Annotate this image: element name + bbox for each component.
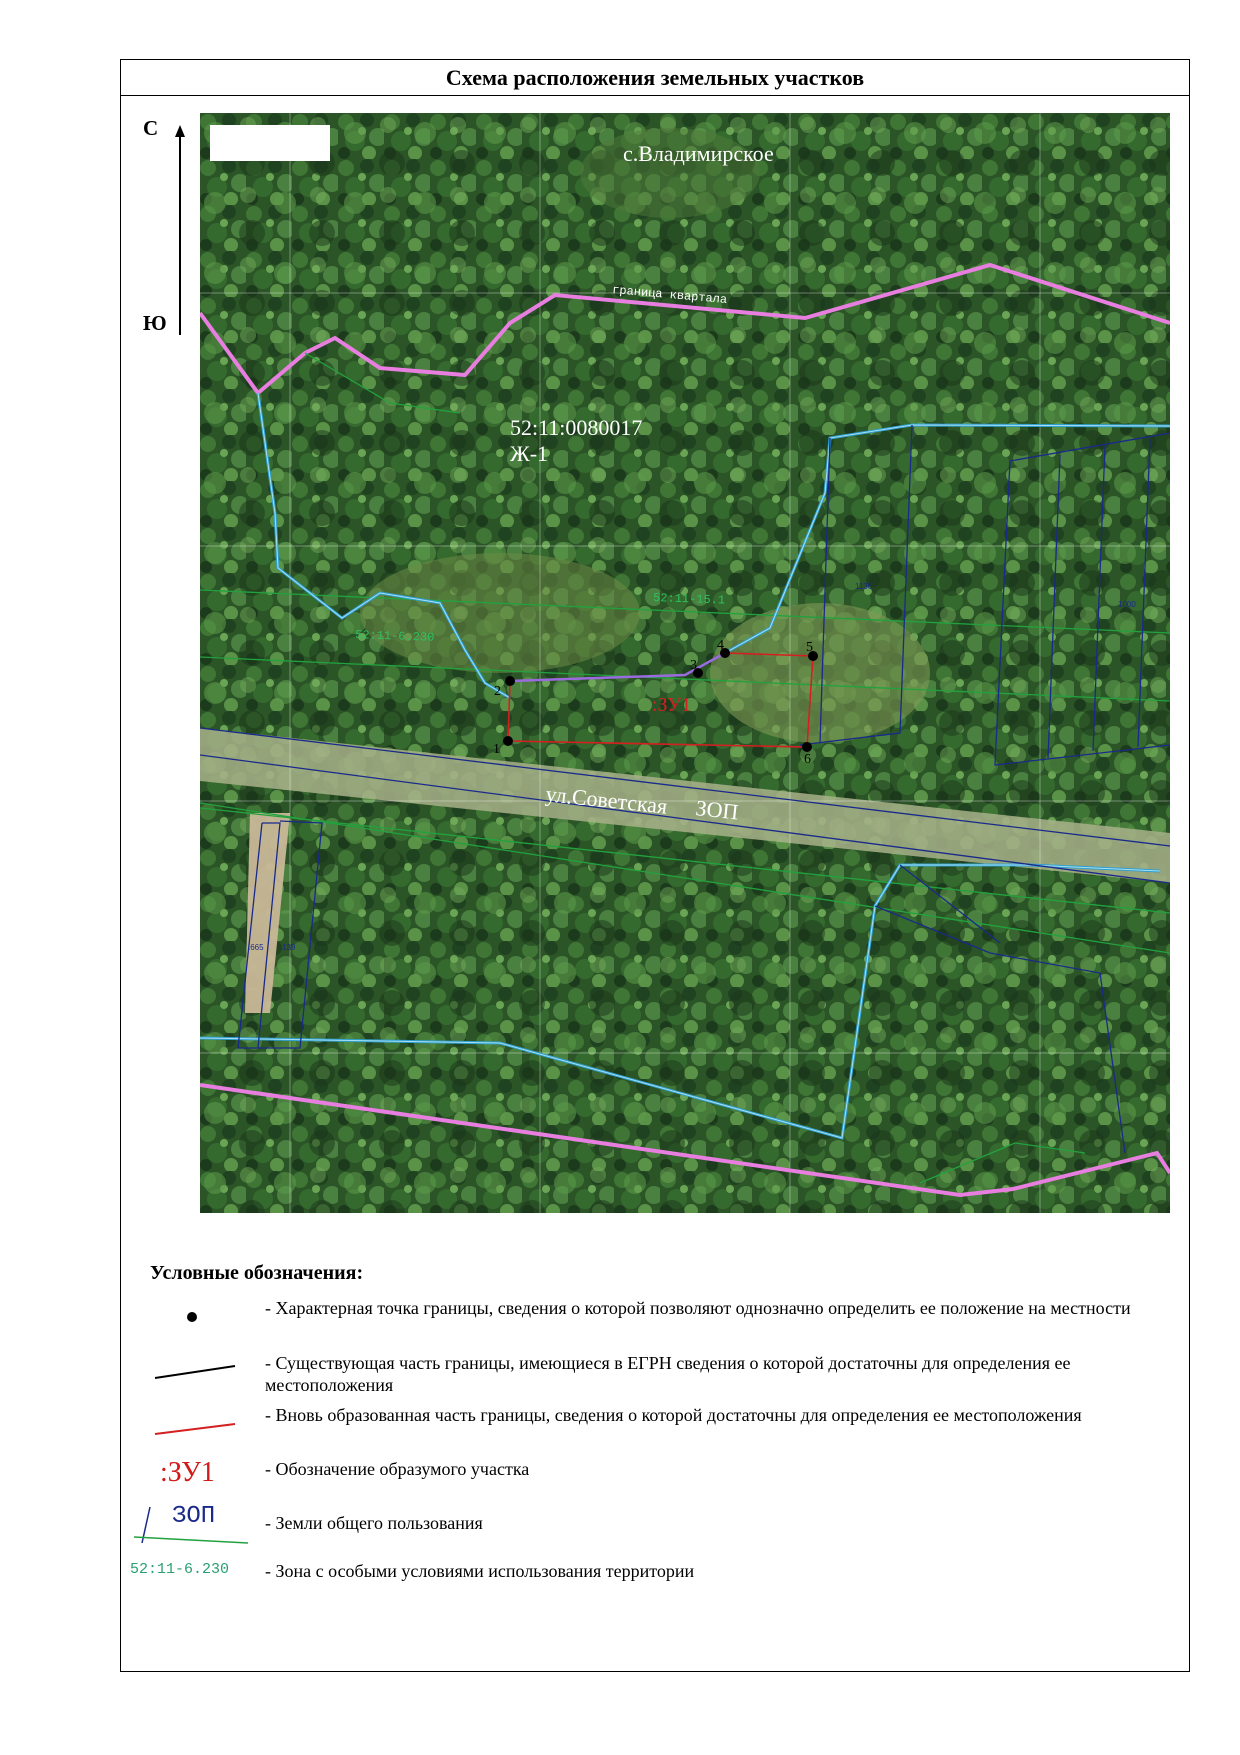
boundary-point-2 — [505, 676, 515, 686]
legend-text-point: - Характерная точка границы, сведения о которой позволяют однозначно определить ее положение на местности — [265, 1298, 1131, 1318]
cadastral-block-label: 52:11:0080017 — [510, 415, 643, 440]
legend-red-line-icon — [150, 1418, 240, 1438]
zouit-label-1: 52:11-15.1 — [652, 591, 726, 608]
compass-north-label: С — [143, 116, 159, 140]
point-label-2: 2 — [494, 684, 501, 699]
legend-black-dot-icon — [185, 1310, 199, 1324]
village-label: с.Владимирское — [623, 141, 774, 166]
zop-label-map: ЗОП — [694, 795, 740, 825]
point-label-5: 5 — [806, 640, 813, 655]
street-label: ул.Советская — [544, 781, 669, 819]
lot-label-1000: 1000 — [1118, 600, 1136, 609]
legend-text-existing-boundary: - Существующая часть границы, имеющиеся в ЕГРН сведения о которой достаточны для определения ее местоположения — [265, 1353, 1071, 1395]
zouit-label-2: 52:11-6.230 — [354, 628, 435, 645]
point-label-1: 1 — [493, 742, 500, 757]
block-boundary-label: граница квартала — [611, 283, 728, 308]
parcel-label-map: :ЗУ1 — [652, 694, 692, 716]
north-arrow-icon — [170, 125, 190, 340]
boundary-point-6 — [802, 742, 812, 752]
point-label-4: 4 — [717, 638, 724, 653]
legend-text-parcel: - Обозначение образумого участка — [265, 1459, 530, 1479]
legend-zop-symbol: ЗОП — [172, 1503, 216, 1530]
point-label-6: 6 — [804, 752, 811, 767]
compass-south-label: Ю — [143, 311, 167, 335]
point-label-3: 3 — [690, 658, 697, 673]
page-title: Схема расположения земельных участков — [121, 60, 1189, 96]
legend-title: Условные обозначения: — [150, 1262, 364, 1284]
legend-text-zop: - Земли общего пользования — [265, 1513, 483, 1533]
lot-label-139: 139 — [282, 943, 296, 952]
lot-label-1136: 1136 — [855, 582, 873, 591]
masked-label-box — [210, 125, 330, 161]
legend-zouit-symbol: 52:11-6.230 — [130, 1561, 230, 1578]
zone-label: Ж-1 — [510, 441, 549, 466]
lot-label-665: :665 — [248, 943, 264, 952]
satellite-map[interactable] — [200, 113, 1170, 1213]
boundary-point-1 — [503, 736, 513, 746]
legend-black-line-icon — [150, 1362, 240, 1382]
legend-parcel-symbol: :ЗУ1 — [160, 1457, 215, 1488]
legend-text-zouit: - Зона с особыми условиями использования территории — [265, 1561, 695, 1581]
legend-text-new-boundary: - Вновь образованная часть границы, сведения о которой достаточны для определения ее местоположения — [265, 1405, 1082, 1425]
